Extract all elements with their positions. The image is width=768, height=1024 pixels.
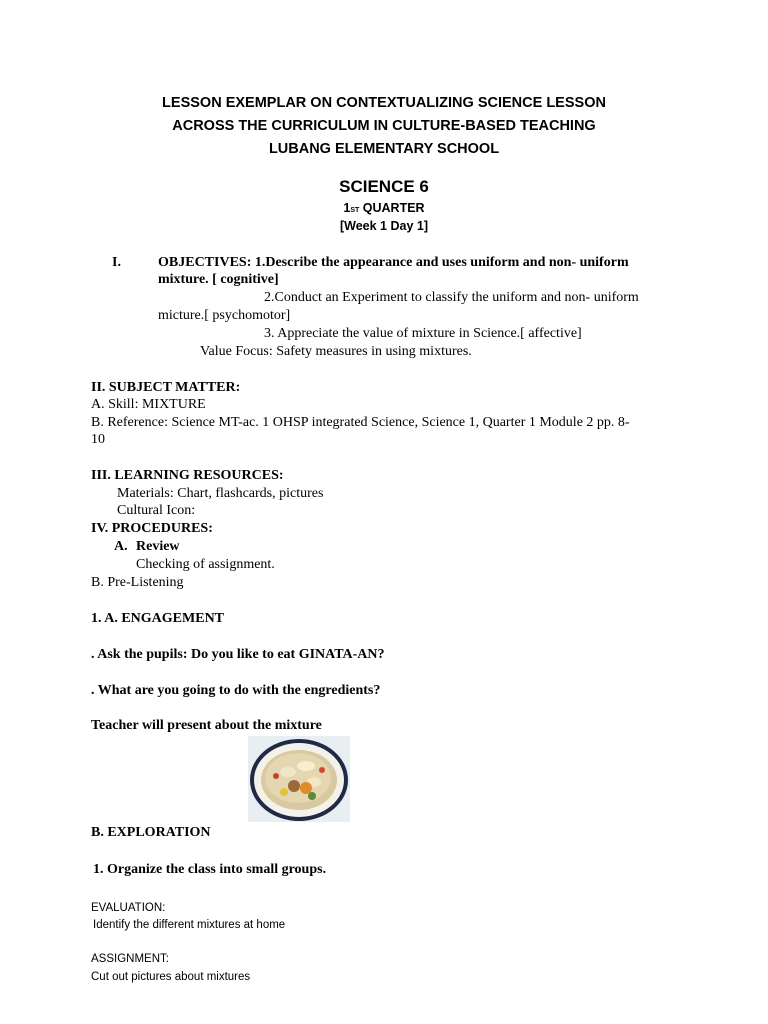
- exploration-heading: B. EXPLORATION: [91, 825, 211, 840]
- quarter: [0, 201, 768, 215]
- quarter-word: QUARTER: [362, 201, 425, 215]
- objectives-line-2: mixture. [ cognitive]: [158, 272, 279, 287]
- ginataan-bowl-image: [248, 736, 350, 822]
- school-name: LUBANG ELEMENTARY SCHOOL: [268, 141, 500, 157]
- objectives-line-3: 2.Conduct an Experiment to classify the uniform and non- uniform: [264, 290, 639, 305]
- subject-matter-heading: II. SUBJECT MATTER:: [91, 380, 241, 395]
- assignment-heading: ASSIGNMENT:: [91, 953, 169, 965]
- reference-line-2: 10: [91, 432, 105, 447]
- objectives-line-4: micture.[ psychomotor]: [158, 308, 291, 323]
- procedures-heading: IV. PROCEDURES:: [91, 521, 213, 536]
- engagement-question-1: . Ask the pupils: Do you like to eat GINATA-AN?: [91, 647, 385, 662]
- assignment-text: Cut out pictures about mixtures: [91, 971, 251, 983]
- evaluation-heading: EVALUATION:: [91, 902, 166, 914]
- subject-title: SCIENCE 6: [339, 177, 429, 196]
- value-focus: Value Focus: Safety measures in using mixtures.: [200, 344, 472, 359]
- quarter-number: 1: [343, 201, 351, 215]
- objectives-line-5: 3. Appreciate the value of mixture in Science.[ affective]: [264, 326, 582, 341]
- cultural-icon: Cultural Icon:: [117, 503, 196, 518]
- exploration-step-1: 1. Organize the class into small groups.: [93, 862, 327, 877]
- title-line-2: ACROSS THE CURRICULUM IN CULTURE-BASED TEACHING: [172, 118, 596, 134]
- teacher-present: Teacher will present about the mixture: [91, 718, 322, 733]
- week-day: [Week 1 Day 1]: [339, 219, 428, 233]
- engagement-heading: 1. A. ENGAGEMENT: [91, 611, 225, 626]
- pre-listening: B. Pre-Listening: [91, 575, 184, 590]
- review-label: A.: [114, 539, 128, 554]
- materials: Materials: Chart, flashcards, pictures: [117, 486, 324, 501]
- objectives-line-1: OBJECTIVES: 1.Describe the appearance and uses uniform and non- uniform: [158, 255, 629, 270]
- objectives-numeral: I.: [112, 255, 121, 270]
- learning-resources-heading: III. LEARNING RESOURCES:: [91, 468, 284, 483]
- skill: A. Skill: MIXTURE: [91, 397, 206, 412]
- quarter-suffix: ST: [350, 207, 360, 214]
- title-line-1: LESSON EXEMPLAR ON CONTEXTUALIZING SCIENCE LESSON: [162, 95, 606, 111]
- reference-line-1: B. Reference: Science MT-ac. 1 OHSP integrated Science, Science 1, Quarter 1 Module 2 pp. 8-: [91, 415, 630, 430]
- evaluation-text: Identify the different mixtures at home: [93, 919, 286, 931]
- review: Review: [136, 539, 180, 554]
- review-detail: Checking of assignment.: [136, 557, 275, 572]
- engagement-question-2: . What are you going to do with the engredients?: [91, 683, 381, 698]
